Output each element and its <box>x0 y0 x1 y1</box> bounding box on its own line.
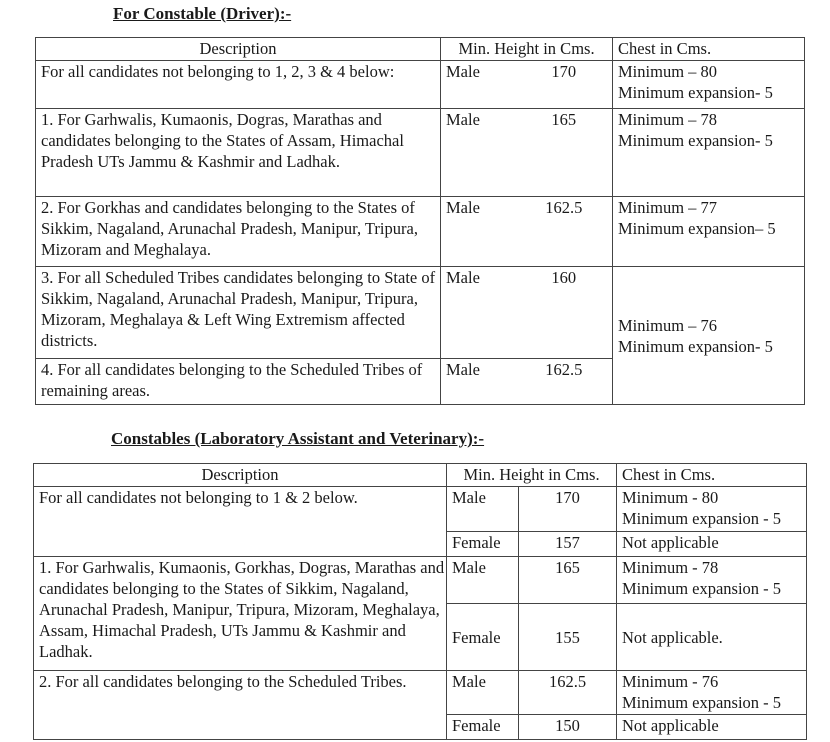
table-row <box>36 61 805 109</box>
chest-minimum: Minimum – 80 <box>618 62 718 81</box>
table-header-row <box>34 464 807 487</box>
chest-minimum: Minimum – 77 <box>618 198 718 217</box>
row-height: 160 <box>516 267 613 359</box>
header-description: Description <box>34 464 447 487</box>
row-description: 1. For Garhwalis, Kumaonis, Dogras, Marathas and candidates belonging to the States of Assam, Himachal Pradesh UTs Jammu & Kashmir and Ladhak. <box>36 109 441 197</box>
table-row <box>34 671 807 715</box>
row-description: 3. For all Scheduled Tribes candidates belonging to State of Sikkim, Nagaland, Arunachal Pradesh, Manipur, Tripura, Mizoram, Meghalaya & Left Wing Extremism affected districts. <box>36 267 441 359</box>
row-gender: Male <box>441 109 516 197</box>
header-min-height: Min. Height in Cms. <box>441 38 613 61</box>
row-gender-male: Male <box>447 557 519 604</box>
row-description: For all candidates not belonging to 1, 2, 3 & 4 below: <box>36 61 441 109</box>
chest-expansion: Minimum expansion - 5 <box>622 693 782 712</box>
row-chest <box>613 61 805 109</box>
table-header-row <box>36 38 805 61</box>
row-gender: Male <box>441 61 516 109</box>
row-gender-female: Female <box>447 532 519 557</box>
row-gender: Male <box>441 197 516 267</box>
table-row <box>36 267 805 359</box>
chest-expansion: Minimum expansion– 5 <box>618 219 776 238</box>
driver-requirements-table <box>35 37 805 405</box>
row-chest-male <box>617 671 807 715</box>
row-chest-male <box>617 487 807 532</box>
header-description: Description <box>36 38 441 61</box>
row-description: For all candidates not belonging to 1 & 2 below. <box>34 487 447 557</box>
header-chest: Chest in Cms. <box>617 464 807 487</box>
row-chest-female: Not applicable. <box>617 604 807 671</box>
row-gender-female: Female <box>447 604 519 671</box>
row-chest-female: Not applicable <box>617 532 807 557</box>
row-gender: Male <box>441 359 516 405</box>
row-gender-male: Male <box>447 487 519 532</box>
table-row <box>34 557 807 604</box>
header-chest: Chest in Cms. <box>613 38 805 61</box>
lab-vet-requirements-table <box>33 463 807 740</box>
chest-expansion: Minimum expansion - 5 <box>622 579 782 598</box>
row-height-male: 162.5 <box>519 671 617 715</box>
row-chest-merged <box>613 267 805 405</box>
row-description: 2. For Gorkhas and candidates belonging to the States of Sikkim, Nagaland, Arunachal Pradesh, Manipur, Tripura, Mizoram and Meghalaya. <box>36 197 441 267</box>
row-gender-male: Male <box>447 671 519 715</box>
row-chest-female: Not applicable <box>617 715 807 740</box>
chest-minimum: Minimum – 78 <box>618 110 718 129</box>
row-height: 162.5 <box>516 197 613 267</box>
row-description: 2. For all candidates belonging to the Scheduled Tribes. <box>34 671 447 740</box>
section2-title: Constables (Laboratory Assistant and Veterinary):- <box>111 429 485 448</box>
row-gender: Male <box>441 267 516 359</box>
chest-minimum: Minimum - 76 <box>622 672 719 691</box>
chest-minimum: Minimum - 78 <box>622 558 719 577</box>
chest-expansion: Minimum expansion - 5 <box>622 509 782 528</box>
row-height: 162.5 <box>516 359 613 405</box>
chest-minimum: Minimum - 80 <box>622 488 719 507</box>
section1-title: For Constable (Driver):- <box>113 4 292 23</box>
row-gender-female: Female <box>447 715 519 740</box>
header-min-height: Min. Height in Cms. <box>447 464 617 487</box>
row-height-male: 170 <box>519 487 617 532</box>
row-chest <box>613 197 805 267</box>
chest-expansion: Minimum expansion- 5 <box>618 131 773 150</box>
row-height: 165 <box>516 109 613 197</box>
row-chest-male <box>617 557 807 604</box>
row-chest <box>613 109 805 197</box>
chest-minimum: Minimum – 76 <box>618 315 718 335</box>
row-height-female: 155 <box>519 604 617 671</box>
row-description: 4. For all candidates belonging to the Scheduled Tribes of remaining areas. <box>36 359 441 405</box>
row-height-female: 157 <box>519 532 617 557</box>
row-height-female: 150 <box>519 715 617 740</box>
row-height-male: 165 <box>519 557 617 604</box>
row-height: 170 <box>516 61 613 109</box>
chest-expansion: Minimum expansion- 5 <box>618 83 773 102</box>
chest-expansion: Minimum expansion- 5 <box>618 336 773 356</box>
table-row <box>36 197 805 267</box>
table-row <box>36 109 805 197</box>
row-description: 1. For Garhwalis, Kumaonis, Gorkhas, Dogras, Marathas and candidates belonging to the States of Sikkim, Nagaland, Arunachal Pradesh, Manipur, Tripura, Mizoram, Meghalaya, Assam, Himachal Pradesh, UTs Jammu & Kashmir and Ladhak. <box>34 557 447 671</box>
table-row <box>34 487 807 532</box>
